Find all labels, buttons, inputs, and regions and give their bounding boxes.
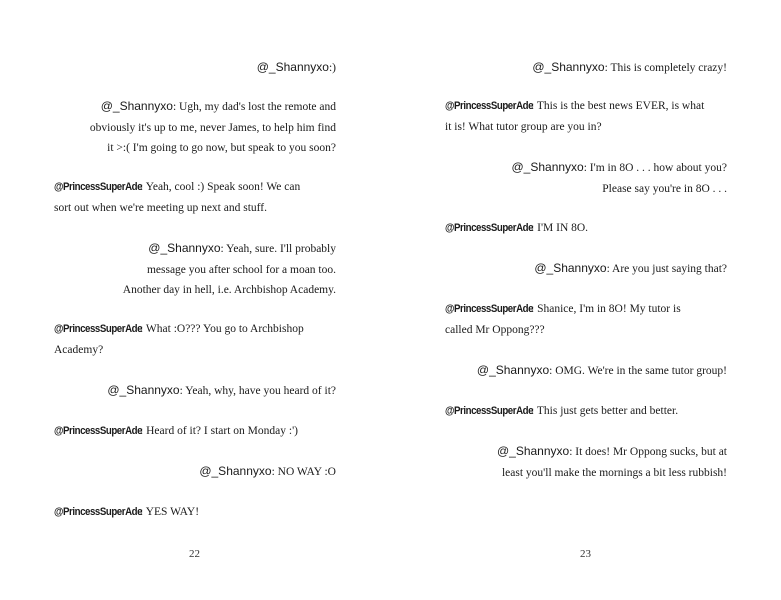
message-handle: @PrincessSuperAde [445,100,534,112]
message-text: :) [328,62,336,74]
message-shannyxo [497,441,727,483]
message-princesssuperade [54,502,199,523]
message-text: least you'll make the mornings a bit less rubbish! [501,466,727,479]
message-text: : YES WAY! [140,506,200,518]
message-shannyxo [90,96,336,159]
message-text: : This just gets better and better. [531,405,679,417]
message-text: : Yeah, why, have you heard of it? [179,385,336,397]
message-text: : Ugh, my dad's lost the remote and [172,101,336,113]
message-text: called Mr Oppong??? [445,323,545,336]
message-text: : NO WAY :O [271,466,336,478]
message-handle: @_Shannyxo [100,99,173,113]
message-text: it is! What tutor group are you in? [445,120,602,133]
message-handle: @_Shannyxo [148,241,221,255]
left-page [0,0,390,600]
message-handle: @_Shannyxo [496,444,570,458]
page-number: 22 [189,548,200,560]
message-handle: @_Shannyxo [532,60,605,74]
message-shannyxo [123,238,336,301]
message-text: : Yeah, cool :) Speak soon! We can [140,181,301,193]
message-handle: @PrincessSuperAde [445,222,534,234]
message-text: : What :O??? You go to Archbishop [140,323,304,335]
message-text: : It does! Mr Oppong sucks, but at [569,446,727,458]
message-text: : This is completely crazy! [604,62,727,74]
page-number: 23 [580,548,591,560]
message-text: : This is the best news EVER, is what [531,100,705,112]
message-handle: @_Shannyxo [199,464,272,478]
message-handle: @PrincessSuperAde [445,405,534,417]
message-princesssuperade [54,177,300,218]
message-text: : Heard of it? I start on Monday :') [140,425,298,437]
message-text: : OMG. We're in the same tutor group! [549,365,727,377]
message-handle: @_Shannyxo [476,363,550,377]
message-shannyxo [534,258,727,280]
message-handle: @_Shannyxo [511,160,584,174]
right-page [390,0,781,600]
message-text: Please say you're in 8O . . . [602,182,727,195]
message-handle: @PrincessSuperAde [54,425,143,437]
message-shannyxo [532,57,727,79]
message-text: sort out when we're meeting up next and stuff. [54,201,267,214]
message-text: : I'M IN 8O. [531,222,589,234]
message-text: it >:( I'm going to go now, but speak to you soon? [107,142,336,154]
message-text: Academy? [54,343,104,356]
message-handle: @PrincessSuperAde [54,181,143,193]
message-handle: @PrincessSuperAde [54,506,143,518]
message-text: : Shanice, I'm in 8O! My tutor is [531,303,681,315]
message-princesssuperade [54,319,304,360]
message-text: message you after school for a moan too. [146,263,336,276]
message-princesssuperade [445,299,681,340]
message-princesssuperade [54,421,298,442]
message-text: : Yeah, sure. I'll probably [220,243,336,255]
message-handle: @_Shannyxo [107,383,180,397]
message-text: Another day in hell, i.e. Archbishop Academy. [122,284,336,296]
message-princesssuperade [445,96,704,137]
message-text: obviously it's up to me, never James, to help him find [89,121,336,134]
message-princesssuperade [445,218,588,239]
message-princesssuperade [445,401,678,422]
message-handle: @PrincessSuperAde [445,303,534,315]
message-handle: @_Shannyxo [534,261,607,275]
message-shannyxo [257,57,336,79]
message-shannyxo [512,157,728,199]
message-shannyxo [107,380,336,402]
message-text: : I'm in 8O . . . how about you? [583,162,727,174]
message-shannyxo [199,461,336,483]
message-handle: @PrincessSuperAde [54,323,143,335]
message-shannyxo [477,360,727,382]
message-handle: @_Shannyxo [256,60,329,74]
message-text: : Are you just saying that? [606,263,727,275]
